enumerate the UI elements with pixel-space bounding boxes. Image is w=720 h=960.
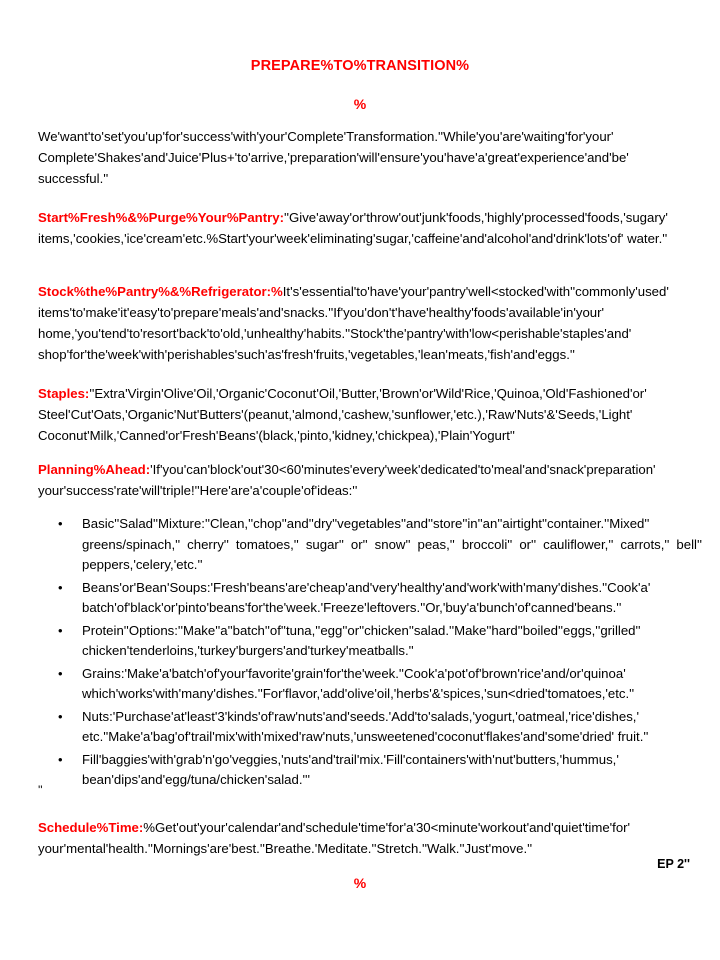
bullet-icon: • — [58, 516, 63, 531]
section-heading: Staples: — [38, 386, 90, 401]
spacer-mark-bottom: % — [353, 875, 367, 891]
section-stock-pantry — [38, 281, 702, 365]
intro-paragraph: We'want'to'set'you'up'for'success'with'your'Complete'Transformation.''While'you'are'waiting'for'your' Complete'Shakes'and'Juice'Plus+'to'arrive,'preparation'will'ensure'you'have'a'great'experience'and'be' successful.'' — [38, 129, 629, 186]
list-item: • Beans'or'Bean'Soups:'Fresh'beans'are'cheap'and'very'healthy'and'work'with'many'dishes.''Cook'a' batch'of'black'or'pinto'beans'for'the'week.'Freeze'leftovers.''Or,'buy'a'bunch'of'canned'beans.'' — [58, 579, 651, 615]
section-heading: Start%Fresh%&%Purge%Your%Pantry: — [38, 210, 284, 225]
stray-mark: '' — [38, 783, 43, 797]
bullet-icon: • — [58, 579, 63, 595]
section-heading: Stock%the%Pantry%&%Refrigerator:% — [38, 284, 283, 299]
section-text: It's'essential'to'have'your'pantry'well<stocked'with''commonly'used' items'to'make'it'easy'to'prepare'meals'and'snacks.''If'you'don't'have'healthy'foods'available'in'your' home,'you'tend'to'resort'back'to'old,'unhealthy'habits.''Stock'the'pantry'with'low<perishable'staples'and' shop'for'the'week'with'perishables'such'as'fresh'fruits,'vegetables,'lean'meats,'fish'and'eggs.'' — [38, 284, 669, 362]
ideas-list — [58, 514, 702, 793]
section-planning-ahead — [38, 459, 702, 501]
list-item: • Basic''Salad''Mixture:''Clean,''chop''and''dry''vegetables''and''store''in''an''airtight''container.''Mixed'' greens/spinach,'' cherry'' tomatoes,'' sugar'' or'' snow'' peas,'' broccoli'' or'' cauliflower,'' carrots,'' bell'' peppers,'celery,'etc.'' — [58, 516, 702, 572]
section-text: %Get'out'your'calendar'and'schedule'time'for'a'30<minute'workout'and'quiet'time'for' your'mental'health.''Mornings'are'best.''Breathe.'Meditate.''Stretch.''Walk.''Just'move.'' — [38, 820, 631, 856]
bullet-icon: • — [58, 622, 63, 638]
list-item: • Grains:'Make'a'batch'of'your'favorite'grain'for'the'week.''Cook'a'pot'of'brown'rice'and/or'quinoa' which'works'with'many'dishes.''For'flavor,'add'olive'oil,'herbs'&'spices,'sun<dried'tomatoes,'etc.'' — [58, 665, 635, 701]
page-title: PREPARE%TO%TRANSITION% — [250, 58, 470, 74]
page-footer: EP 2'' — [657, 857, 690, 871]
section-text: ''Give'away'or'throw'out'junk'foods,'highly'processed'foods,'sugary' items,'cookies,'ice'cream'etc.%Start'your'week'eliminating'sugar,'caffeine'and'alcohol'and'drink'lots'of' water.'' — [38, 210, 668, 246]
bullet-icon: • — [58, 708, 63, 724]
section-start-fresh — [38, 207, 702, 249]
bullet-icon: • — [58, 665, 63, 681]
section-staples — [38, 383, 702, 446]
section-schedule-time — [38, 817, 702, 859]
section-text: 'If'you'can'block'out'30<60'minutes'every'week'dedicated'to'meal'and'snack'preparation' your'success'rate'will'triple!''Here'are'a'couple'of'ideas:'' — [38, 462, 656, 498]
list-item: • Nuts:'Purchase'at'least'3'kinds'of'raw'nuts'and'seeds.'Add'to'salads,'yogurt,'oatmeal,'rice'dishes,' etc.''Make'a'bag'of'trail'mix'with'mixed'raw'nuts,'unsweetened'coconut'flakes'and'some'dried' fruit.'' — [58, 708, 649, 744]
section-heading: Planning%Ahead: — [38, 462, 151, 477]
section-heading: Schedule%Time: — [38, 820, 144, 835]
list-item: • Protein''Options:''Make''a''batch''of''tuna,''egg''or''chicken''salad.''Make''hard''boiled''eggs,''grilled'' chicken'tenderloins,'turkey'burgers'and'turkey'meatballs.'' — [58, 622, 641, 658]
spacer-mark-top: % — [353, 96, 367, 112]
section-text: ''Extra'Virgin'Olive'Oil,'Organic'Coconut'Oil,'Butter,'Brown'or'Wild'Rice,'Quinoa,'Old'Fashioned'or' Steel'Cut'Oats,'Organic'Nut'Butters'(peanut,'almond,'cashew,'sunflower,'etc.),'Raw'Nuts'&'Seeds,'Light' Coconut'Milk,'Canned'or'Fresh'Beans'(black,'pinto,'kidney,'chickpea),'Plain'Yogurt'' — [38, 386, 647, 443]
list-item: • Fill'baggies'with'grab'n'go'veggies,'nuts'and'trail'mix.'Fill'containers'with'nut'butters,'hummus,' bean'dips'and'egg/tuna/chicken'salad.''' — [58, 751, 619, 787]
bullet-icon: • — [58, 751, 63, 767]
